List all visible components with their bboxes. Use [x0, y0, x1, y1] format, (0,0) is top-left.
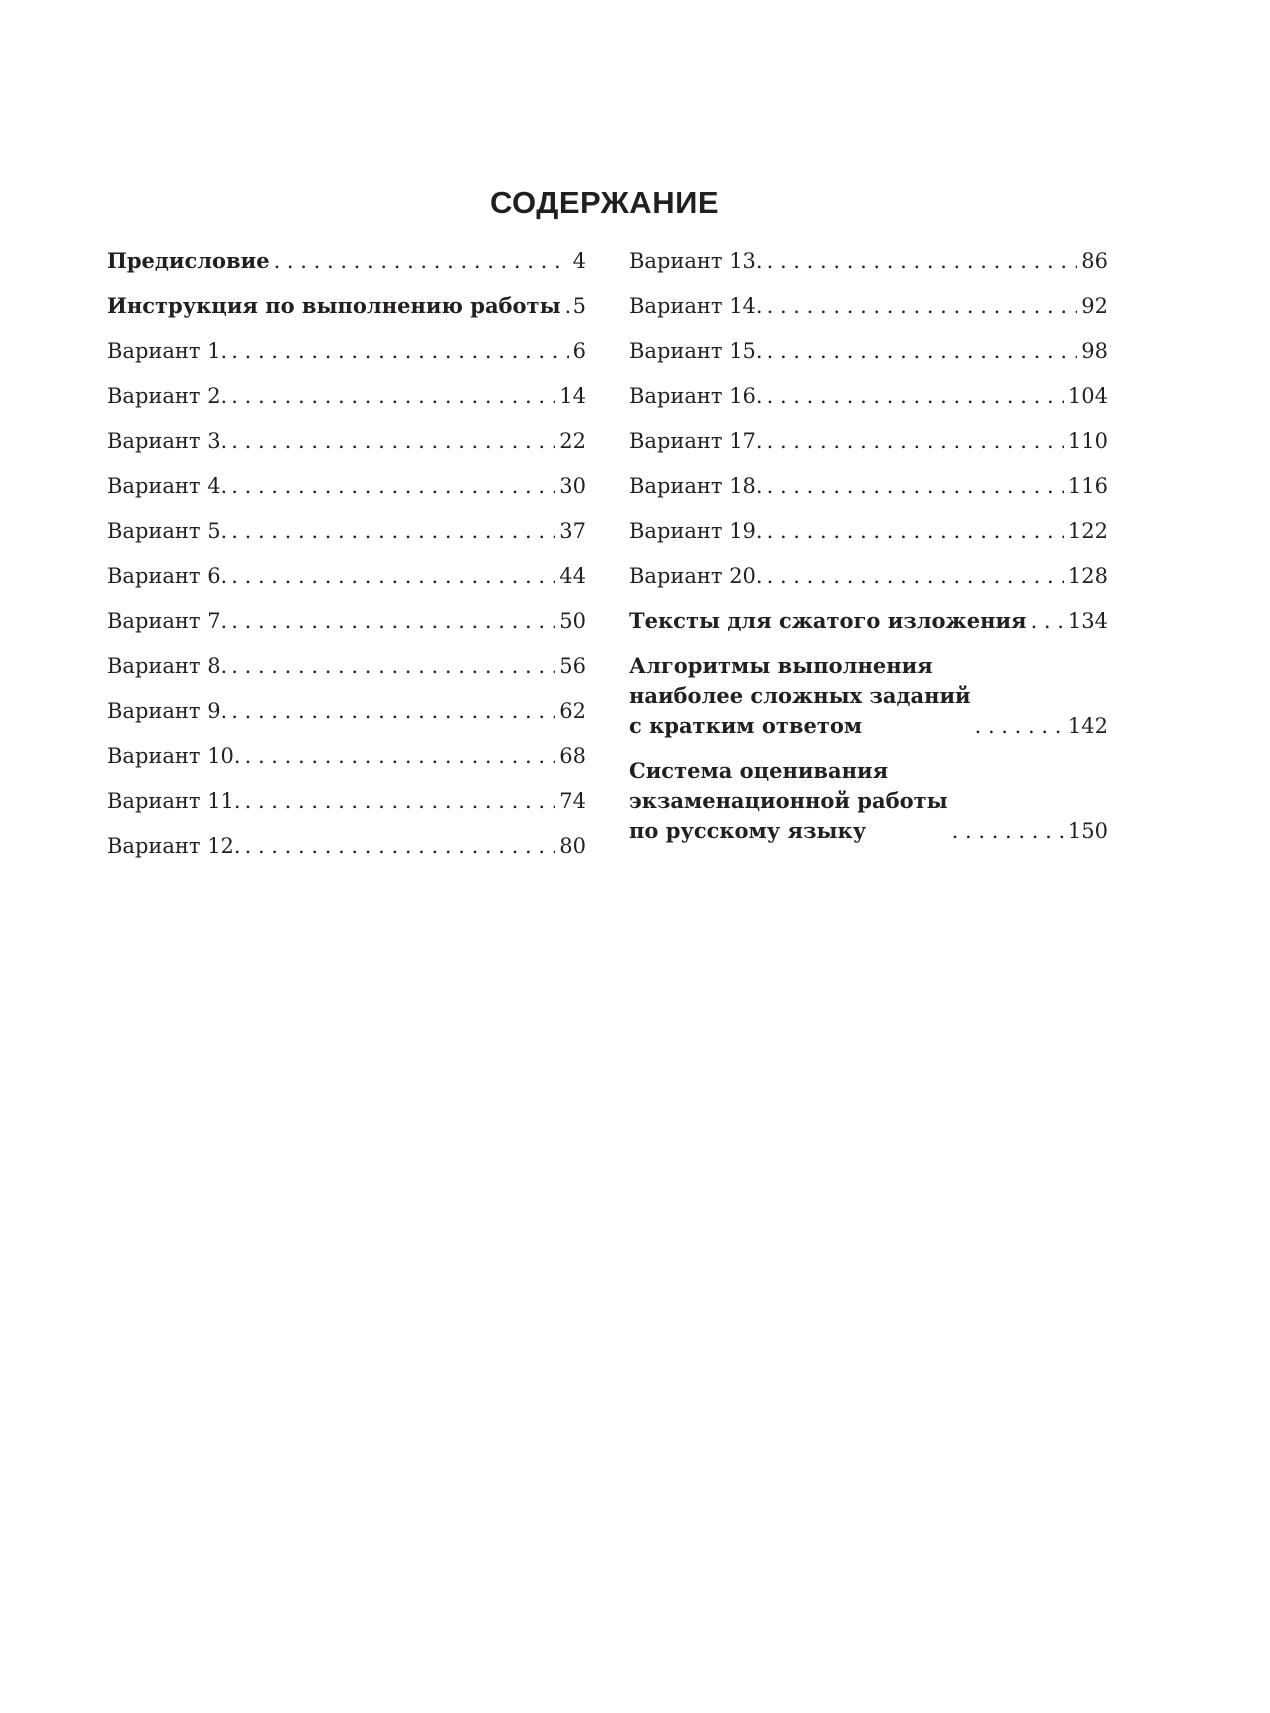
toc-dot-leader: [767, 336, 1078, 366]
toc-page-number: 62: [559, 699, 586, 723]
toc-page-number: 110: [1067, 429, 1108, 453]
toc-entry-title: Вариант 6.: [107, 564, 228, 588]
toc-entry-variant-2[interactable]: [107, 381, 586, 411]
toc-entry-title: Вариант 15.: [629, 339, 763, 363]
toc-entry-preface[interactable]: [107, 246, 586, 276]
toc-entry-variant-19[interactable]: [629, 516, 1108, 546]
toc-dot-leader: [231, 516, 555, 546]
toc-dot-leader: [767, 471, 1064, 501]
toc-dot-leader: [231, 426, 555, 456]
page-title: СОДЕРЖАНИЕ: [489, 185, 720, 220]
toc-left-column: [107, 246, 586, 876]
toc-dot-leader: [1031, 606, 1064, 636]
toc-entry-instructions[interactable]: [107, 291, 586, 321]
toc-page-number: 4: [572, 249, 586, 273]
toc-page-number: 22: [559, 429, 586, 453]
toc-page-number: 98: [1081, 339, 1108, 363]
toc-entry-grading-system[interactable]: [629, 756, 1108, 846]
toc-page-number: 30: [559, 474, 586, 498]
toc-entry-variant-6[interactable]: [107, 561, 586, 591]
toc-entry-title: Вариант 11.: [107, 789, 241, 813]
toc-entry-variant-1[interactable]: [107, 336, 586, 366]
toc-page-number: 44: [559, 564, 586, 588]
toc-entry-variant-15[interactable]: [629, 336, 1108, 366]
toc-entry-title: Вариант 19.: [629, 519, 763, 543]
toc-dot-leader: [231, 471, 555, 501]
toc-entry-variant-13[interactable]: [629, 246, 1108, 276]
toc-page-number: 5: [572, 294, 586, 318]
toc-entry-variant-20[interactable]: [629, 561, 1108, 591]
toc-page-number: 142: [1067, 714, 1108, 738]
toc-entry-title: Вариант 14.: [629, 294, 763, 318]
toc-page-number: 104: [1067, 384, 1108, 408]
toc-entry-algorithms[interactable]: [629, 651, 1108, 741]
toc-entry-title: Предисловие: [107, 248, 270, 273]
toc-dot-leader: [231, 381, 555, 411]
toc-dot-leader: [231, 651, 555, 681]
toc-entry-title: Вариант 8.: [107, 654, 228, 678]
toc-entry-variant-16[interactable]: [629, 381, 1108, 411]
toc-dot-leader: [565, 291, 569, 321]
toc-entry-title: Вариант 16.: [629, 384, 763, 408]
toc-entry-title: Вариант 4.: [107, 474, 228, 498]
toc-entry-variant-14[interactable]: [629, 291, 1108, 321]
toc-entry-variant-12[interactable]: [107, 831, 586, 861]
toc-entry-summary-texts[interactable]: [629, 606, 1108, 636]
toc-entry-variant-5[interactable]: [107, 516, 586, 546]
toc-dot-leader: [767, 291, 1078, 321]
toc-entry-title: Вариант 5.: [107, 519, 228, 543]
toc-entry-variant-17[interactable]: [629, 426, 1108, 456]
toc-entry-variant-9[interactable]: [107, 696, 586, 726]
toc-entry-variant-7[interactable]: [107, 606, 586, 636]
toc-entry-title: Тексты для сжатого изложения: [629, 608, 1027, 633]
toc-entry-title: Вариант 1.: [107, 339, 228, 363]
toc-dot-leader: [231, 606, 555, 636]
toc-page-number: 37: [559, 519, 586, 543]
toc-dot-leader: [245, 786, 556, 816]
toc-dot-leader: [767, 516, 1064, 546]
toc-dot-leader: [231, 336, 568, 366]
toc-entry-title: Вариант 18.: [629, 474, 763, 498]
toc-page-number: 134: [1067, 609, 1108, 633]
toc-page-number: 56: [559, 654, 586, 678]
toc-page-number: 116: [1067, 474, 1108, 498]
toc-entry-title: Вариант 12.: [107, 834, 241, 858]
toc-dot-leader: [975, 711, 1064, 741]
toc-entry-variant-8[interactable]: [107, 651, 586, 681]
toc-dot-leader: [231, 561, 555, 591]
toc-dot-leader: [952, 816, 1064, 846]
toc-page-number: 50: [559, 609, 586, 633]
toc-page-number: 80: [559, 834, 586, 858]
toc-entry-title: Вариант 20.: [629, 564, 763, 588]
toc-entry-variant-4[interactable]: [107, 471, 586, 501]
toc-dot-leader: [245, 741, 556, 771]
toc-dot-leader: [767, 561, 1064, 591]
toc-entry-title: Вариант 17.: [629, 429, 763, 453]
toc-dot-leader: [767, 246, 1078, 276]
toc-entry-title: Инструкция по выполнению работы: [107, 293, 561, 318]
toc-page-number: 150: [1067, 819, 1108, 843]
toc-entry-title: Вариант 2.: [107, 384, 228, 408]
toc-page-number: 14: [559, 384, 586, 408]
toc-page-number: 68: [559, 744, 586, 768]
toc-page-number: 74: [559, 789, 586, 813]
toc-page-number: 92: [1081, 294, 1108, 318]
toc-dot-leader: [767, 381, 1064, 411]
toc-page-number: 86: [1081, 249, 1108, 273]
toc-dot-leader: [767, 426, 1064, 456]
toc-entry-variant-10[interactable]: [107, 741, 586, 771]
toc-page-number: 122: [1067, 519, 1108, 543]
toc-right-column: [629, 246, 1108, 861]
toc-dot-leader: [274, 246, 569, 276]
toc-entry-variant-11[interactable]: [107, 786, 586, 816]
toc-entry-title: Вариант 9.: [107, 699, 228, 723]
toc-page-number: 6: [572, 339, 586, 363]
toc-entry-variant-18[interactable]: [629, 471, 1108, 501]
toc-dot-leader: [231, 696, 555, 726]
toc-entry-title: Вариант 13.: [629, 249, 763, 273]
toc-entry-title: Алгоритмы выполнения наиболее сложных заданий с кратким ответом: [629, 653, 971, 738]
toc-entry-title: Вариант 3.: [107, 429, 228, 453]
toc-entry-title: Вариант 7.: [107, 609, 228, 633]
toc-entry-title: Система оценивания экзаменационной работы по русскому языку: [629, 758, 948, 843]
toc-entry-variant-3[interactable]: [107, 426, 586, 456]
toc-page-number: 128: [1067, 564, 1108, 588]
toc-dot-leader: [245, 831, 556, 861]
toc-entry-title: Вариант 10.: [107, 744, 241, 768]
